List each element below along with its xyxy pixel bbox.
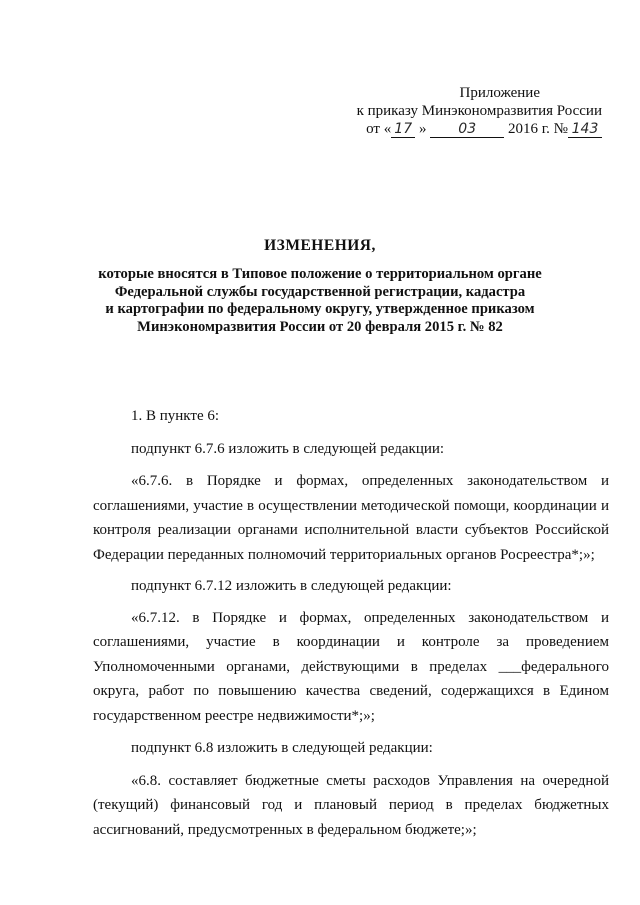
handwritten-month: 03 bbox=[430, 122, 504, 138]
date-quote-close: » bbox=[418, 121, 427, 137]
paragraph-subpoint-6712-text: «6.7.12. в Порядке и формах, определенных законодательством и соглашениями, участие в координации и контроле за проведением Уполномоченными органами, действующими в пределах ___федерального округа, работ по повышению качества сведений, содержащихся в Едином государственном реестре недвижимости*;»; bbox=[93, 609, 609, 724]
document-subtitle bbox=[70, 266, 570, 336]
document-body bbox=[93, 404, 609, 842]
subtitle-line: и картографии по федеральному округу, утвержденное приказом bbox=[105, 301, 535, 318]
date-prefix: от « bbox=[366, 121, 392, 137]
document-title: ИЗМЕНЕНИЯ, bbox=[264, 237, 376, 254]
appendix-date-line bbox=[340, 120, 602, 138]
subtitle-line: которые вносятся в Типовое положение о территориальном органе bbox=[98, 266, 542, 282]
subtitle-line: Федеральной службы государственной регистрации, кадастра bbox=[114, 283, 526, 300]
handwritten-day: 17 bbox=[391, 122, 415, 138]
appendix-header bbox=[340, 84, 602, 138]
handwritten-number: 143 bbox=[568, 122, 602, 138]
paragraph-subpoint-68-intro: подпункт 6.8 изложить в следующей редакции: bbox=[131, 740, 433, 756]
paragraph-subpoint-68-text: «6.8. составляет бюджетные сметы расходов Управления на очередной (текущий) финансовый год и плановый период в пределах бюджетных ассигнований, предусмотренных в федеральном бюджете;»; bbox=[93, 772, 609, 838]
appendix-title: Приложение bbox=[459, 85, 540, 101]
paragraph-subpoint-6712-intro: подпункт 6.7.12 изложить в следующей редакции: bbox=[131, 578, 452, 594]
subtitle-line: Минэкономразвития России от 20 февраля 2015 г. № 82 bbox=[137, 318, 503, 335]
date-year: 2016 г. № bbox=[507, 121, 568, 137]
paragraph-subpoint-676-text: «6.7.6. в Порядке и формах, определенных законодательством и соглашениями, участие в осуществлении методической помощи, координации и контроля реализации органами исполнительной власти субъектов Российской Федерации переданных полномочий территориальных органов Росреестра*;»; bbox=[93, 473, 609, 563]
paragraph-item-1: 1. В пункте 6: bbox=[131, 408, 220, 424]
paragraph-subpoint-676-intro: подпункт 6.7.6 изложить в следующей редакции: bbox=[131, 440, 445, 457]
appendix-order-ref: к приказу Минэкономразвития России bbox=[356, 103, 602, 119]
